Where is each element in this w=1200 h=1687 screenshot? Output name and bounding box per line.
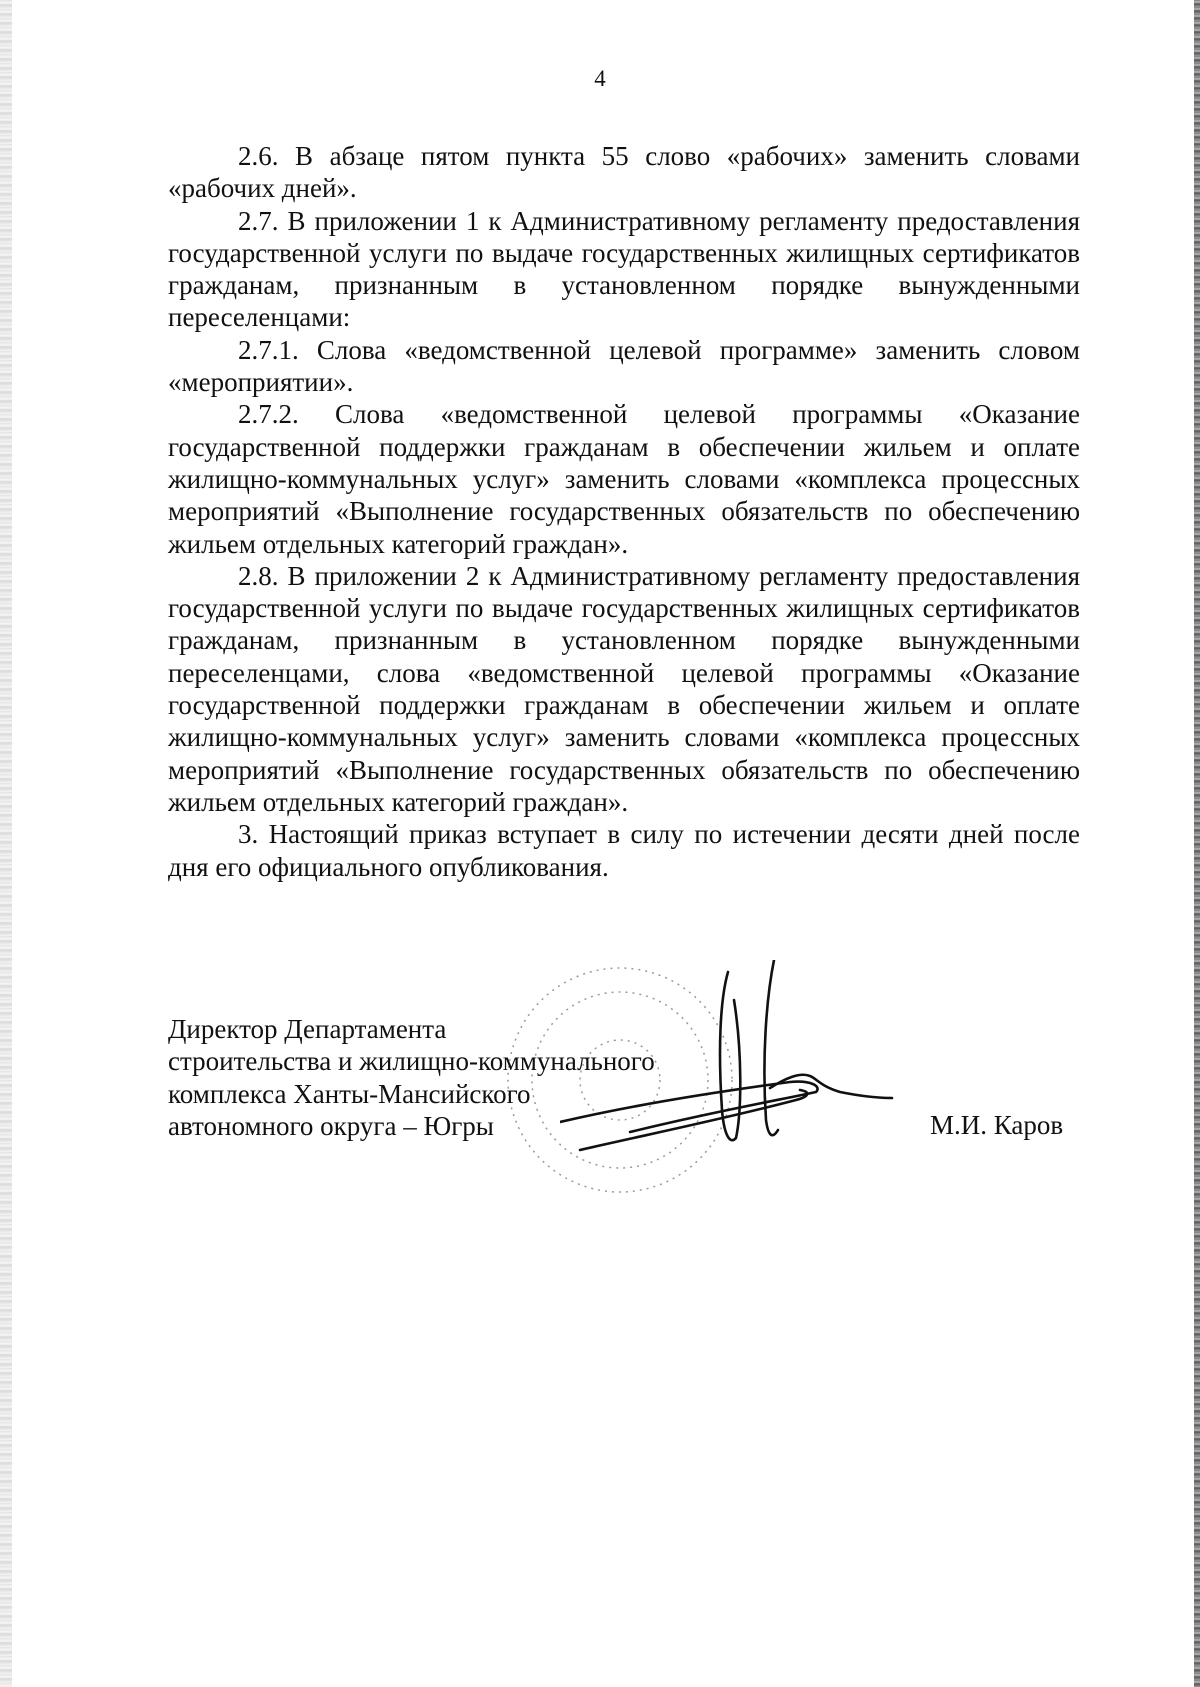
document-body	[168, 140, 1080, 883]
paragraph-2-7-2: 2.7.2. Слова «ведомственной целевой программы «Оказание государственной поддержки гражданам в обеспечении жильем и оплате жилищно-коммунальных услуг» заменить словами «комплекса процессных мероприятий «Выполнение государственных обязательств по обеспечению жильем отдельных категорий граждан».	[168, 399, 1080, 559]
position-line-4: автономного округа – Югры	[168, 1110, 494, 1141]
position-line-3: комплекса Ханты-Мансийского	[168, 1078, 531, 1109]
signatory-position	[168, 1013, 655, 1142]
position-line-1: Директор Департамента	[168, 1014, 447, 1044]
paragraph-2-7-1: 2.7.1. Слова «ведомственной целевой программе» заменить словом «мероприятии».	[168, 334, 1080, 398]
paragraph-2-8: 2.8. В приложении 2 к Административному регламенту предоставления государственной услуги по выдаче государственных жилищных сертификатов гражданам, признанным в установленном порядке вынужденными переселенцами, слова «ведомственной целевой программы «Оказание государственной поддержки гражданам в обеспечении жильем и оплате жилищно-коммунальных услуг» заменить словами «комплекса процессных мероприятий «Выполнение государственных обязательств по обеспечению жильем отдельных категорий граждан».	[168, 560, 1080, 817]
signer-name: М.И. Каров	[930, 1110, 1064, 1140]
position-line-2: строительства и жилищно-коммунального	[168, 1046, 655, 1077]
page-number: 4	[594, 66, 606, 91]
scan-edge-left	[0, 0, 12, 1687]
paragraph-2-6: 2.6. В абзаце пятом пункта 55 слово «рабочих» заменить словами «рабочих дней».	[168, 141, 1080, 204]
scan-edge-right	[1194, 0, 1200, 1687]
paragraph-3: 3. Настоящий приказ вступает в силу по истечении десяти дней после дня его официального опубликования.	[168, 819, 1080, 882]
paragraph-2-7: 2.7. В приложении 1 к Административному регламенту предоставления государственной услуги по выдаче государственных жилищных сертификатов гражданам, признанным в установленном порядке вынужденными переселенцами:	[168, 205, 1080, 333]
